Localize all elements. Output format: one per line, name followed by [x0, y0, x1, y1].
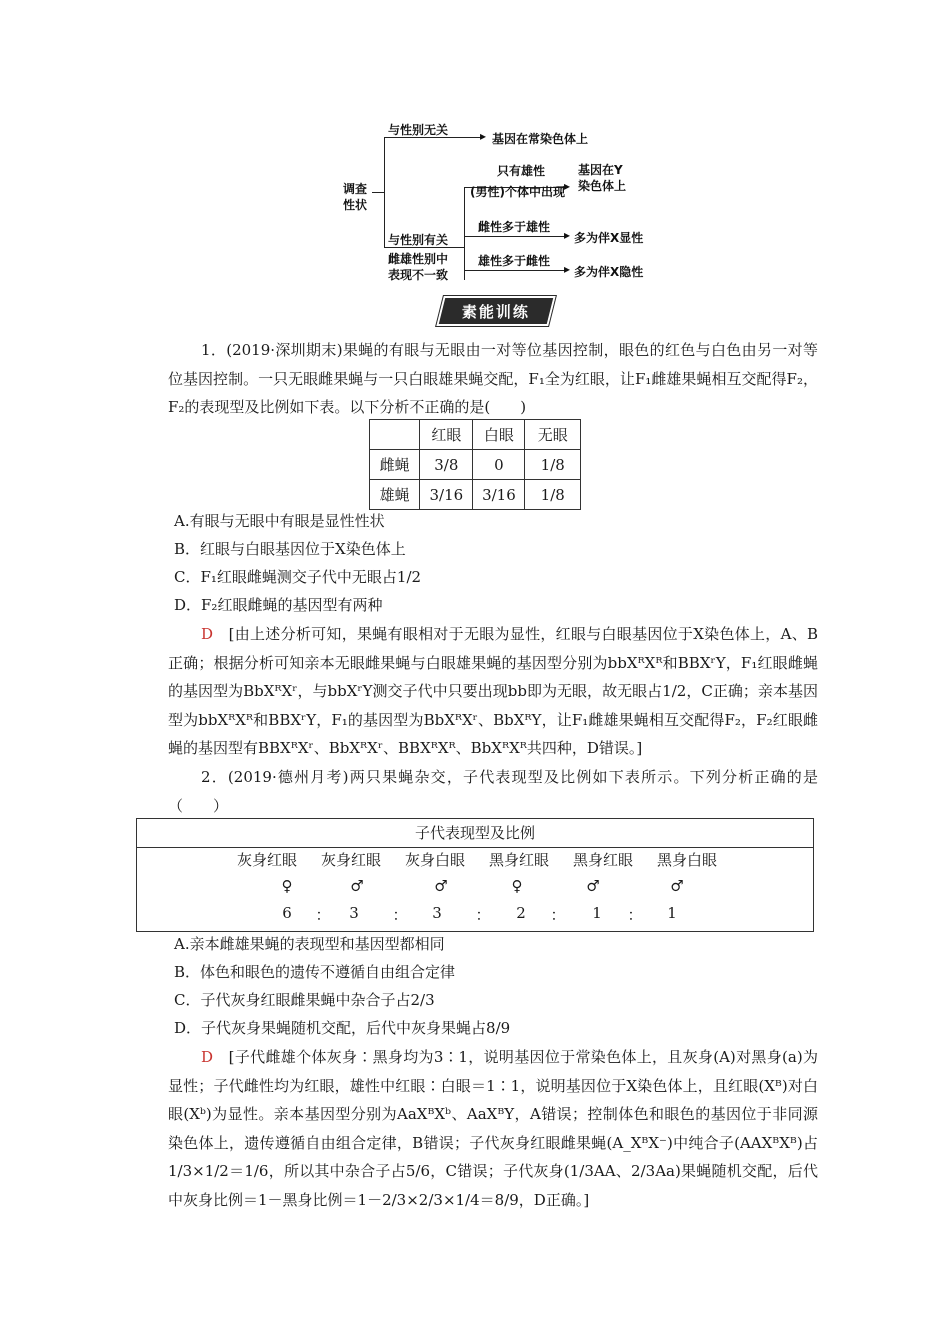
male-icon: ♂ [350, 877, 364, 895]
phenotype-cell: 灰身红眼 [236, 851, 297, 869]
table-row [370, 420, 581, 450]
table-cell: 3/16 [473, 480, 525, 510]
result-x-dominant: 多为伴X显性 [574, 231, 644, 245]
arrow-2: ▸ [564, 179, 571, 193]
ratio-value: 3 [349, 904, 359, 922]
ratio-separator: ： [392, 906, 408, 924]
q1-option-b: B．红眼与白眼基因位于X染色体上 [174, 540, 406, 558]
q1-table [369, 419, 581, 510]
q1-answer: D [201, 625, 214, 643]
ratio-value: 6 [282, 904, 292, 922]
male-icon: ♂ [586, 877, 600, 895]
q2-stem: 2．(2019·德州月考)两只果蝇杂交，子代表现型及比例如下表所示。下列分析正确的是（ ） [168, 768, 818, 815]
result-y: 基因在Y 染色体上 [578, 163, 627, 193]
q2-table-title: 子代表现型及比例 [137, 819, 813, 848]
phenotype-cell: 黑身白眼 [656, 851, 717, 869]
female-icon: ♀ [511, 877, 523, 895]
q1-explanation [168, 620, 818, 763]
q2-option-d: D．子代灰身果蝇随机交配，后代中灰身果蝇占8/9 [174, 1019, 511, 1037]
only-male: 只有雄性 [497, 164, 546, 178]
q2-option-c: C．子代灰身红眼雌果蝇中杂合子占2/3 [174, 991, 435, 1009]
ratio-separator: ： [627, 906, 643, 924]
q1-stem: 1．(2019·深圳期末)果蝇的有眼与无眼由一对等位基因控制，眼色的红色与白色由另一对等位基因控制。一只无眼雌果蝇与一只白眼雄果蝇交配，F₁全为红眼，让F₁雌雄果蝇相互交配得F₂，F₂的表现型及比例如下表。以下分析不正确的是( ) [168, 341, 818, 416]
q2-explanation [168, 1043, 818, 1214]
male-individual: (男性)个体中出现 [470, 185, 565, 199]
ratio-value: 1 [667, 904, 677, 922]
arrow-3: ▸ [564, 228, 571, 242]
table-cell: 红眼 [420, 420, 473, 450]
arrow-1: ▸ [480, 129, 487, 143]
table-cell: 1/8 [525, 480, 581, 510]
arrow-4: ▸ [564, 262, 571, 276]
ratio-value: 3 [432, 904, 442, 922]
male-icon: ♂ [670, 877, 684, 895]
q2-option-b: B．体色和眼色的遗传不遵循自由组合定律 [174, 963, 456, 981]
female-more: 雌性多于雄性 [478, 220, 551, 234]
result-autosome: 基因在常染色体上 [492, 132, 589, 146]
diagram-root: 调查 性状 [343, 182, 368, 212]
table-cell: 0 [473, 450, 525, 480]
inconsistent-label: 雌雄性别中 表现不一致 [388, 252, 449, 282]
table-cell: 白眼 [473, 420, 525, 450]
q1-option-d: D．F₂红眼雌蝇的基因型有两种 [174, 596, 383, 614]
phenotype-cell: 灰身白眼 [404, 851, 465, 869]
q2-answer: D [201, 1048, 214, 1066]
male-more: 雄性多于雌性 [478, 254, 551, 268]
banner-text: 素能训练 [461, 302, 530, 321]
ratio-value: 1 [592, 904, 602, 922]
ratio-separator: ： [475, 906, 491, 924]
section-banner [436, 296, 555, 326]
table-cell: 1/8 [525, 450, 581, 480]
phenotype-cell: 灰身红眼 [320, 851, 381, 869]
table-cell: 无眼 [525, 420, 581, 450]
q1-option-a: A.有眼与无眼中有眼是显性性状 [174, 512, 385, 530]
q2-option-a: A.亲本雌雄果蝇的表现型和基因型都相同 [174, 935, 445, 953]
male-icon: ♂ [434, 877, 448, 895]
phenotype-cell: 黑身红眼 [572, 851, 633, 869]
q2-table [136, 818, 814, 932]
table-cell: 3/16 [420, 480, 473, 510]
branch-unrelated: 与性别无关 [388, 123, 449, 137]
branch-related: 与性别有关 [388, 233, 449, 247]
table-cell [370, 420, 420, 450]
table-row [370, 480, 581, 510]
phenotype-cell: 黑身红眼 [488, 851, 549, 869]
table-cell: 3/8 [420, 450, 473, 480]
ratio-separator: ： [550, 906, 566, 924]
ratio-separator: ： [315, 906, 331, 924]
ratio-value: 2 [516, 904, 526, 922]
table-cell: 雌蝇 [370, 450, 420, 480]
q1-explanation-text: [由上述分析可知，果蝇有眼相对于无眼为显性，红眼与白眼基因位于X染色体上，A、B正确；根据分析可知亲本无眼雌果蝇与白眼雄果蝇的基因型分别为bbXᴿXᴿ和BBXʳY，F₁红眼雌蝇的基因型为BbXᴿXʳ，与bbXʳY测交子代中只要出现bb即为无眼，故无眼占1/2，C正确；亲本基因型为bbXᴿXᴿ和BBXʳY，F₁的基因型为BbXᴿXʳ、BbXᴿY，让F₁雌雄果蝇相互交配得F₂，F₂红眼雌蝇的基因型有BBXᴿXʳ、BbXᴿXʳ、BBXᴿXᴿ、BbXᴿXᴿ共四种，D错误。] [168, 625, 818, 757]
table-row [370, 450, 581, 480]
q2-explanation-text: [子代雌雄个体灰身∶黑身均为3∶1，说明基因位于常染色体上，且灰身(A)对黑身(a)为显性；子代雌性均为红眼，雄性中红眼∶白眼＝1∶1，说明基因位于X染色体上，且红眼(Xᴮ)对白眼(Xᵇ)为显性。亲本基因型分别为AaXᴮXᵇ、AaXᴮY，A错误；控制体色和眼色的基因位于非同源染色体上，遗传遵循自由组合定律，B错误；子代灰身红眼雌果蝇(A_XᴮX⁻)中纯合子(AAXᴮXᴮ)占1/3×1/2＝1/6，所以其中杂合子占5/6，C错误；子代灰身(1/3AA、2/3Aa)果蝇随机交配，后代中灰身比例＝1－黑身比例＝1－2/3×2/3×1/4＝8/9，D正确。] [168, 1048, 818, 1209]
result-x-recessive: 多为伴X隐性 [574, 265, 644, 279]
q1-option-c: C．F₁红眼雌蝇测交子代中无眼占1/2 [174, 568, 422, 586]
female-icon: ♀ [281, 877, 293, 895]
table-cell: 雄蝇 [370, 480, 420, 510]
